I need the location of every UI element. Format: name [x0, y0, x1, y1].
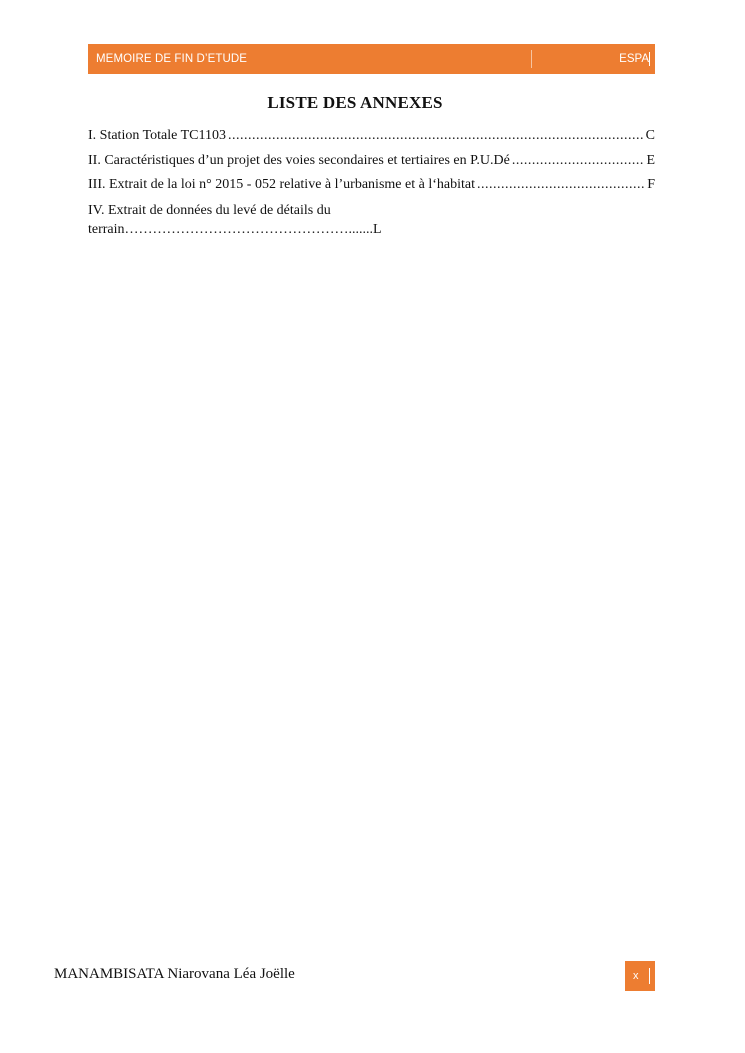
- page-title: LISTE DES ANNEXES: [267, 93, 443, 112]
- toc-entry-line-1: IV. Extrait de données du levé de détails du: [88, 202, 331, 218]
- table-of-contents: [88, 127, 655, 239]
- footer-page-bar: [649, 968, 650, 984]
- toc-dot-leader: [512, 152, 645, 170]
- toc-entry-annex-1[interactable]: [88, 127, 655, 145]
- footer-page-box: [625, 961, 655, 991]
- page-header: [88, 44, 655, 74]
- toc-entry-annex-3[interactable]: [88, 176, 655, 194]
- header-divider: [531, 50, 532, 68]
- toc-entry-line-2: terrain………………………………………….......L: [88, 221, 382, 237]
- toc-dot-leader: [228, 127, 644, 145]
- header-school: ESPA: [619, 53, 649, 65]
- header-cursor-bar: [649, 52, 650, 66]
- toc-entry-label: I. Station Totale TC1103: [88, 128, 226, 143]
- toc-dot-leader: [477, 176, 645, 194]
- toc-entry-label: II. Caractéristiques d’un projet des voies secondaires et tertiaires en P.U.Dé: [88, 152, 510, 168]
- toc-entry-annex-2[interactable]: [88, 152, 655, 170]
- footer-author: MANAMBISATA Niarovana Léa Joëlle: [54, 966, 295, 982]
- page-number: x: [633, 970, 639, 982]
- toc-entry-annex-4[interactable]: [88, 201, 655, 239]
- toc-entry-page: C: [645, 128, 655, 143]
- header-title: MEMOIRE DE FIN D’ETUDE: [96, 53, 248, 65]
- toc-entry-page: E: [646, 152, 655, 168]
- toc-entry-page: F: [647, 177, 655, 192]
- toc-entry-label: III. Extrait de la loi n° 2015 - 052 relative à l’urbanisme et à l‘habitat: [88, 177, 475, 192]
